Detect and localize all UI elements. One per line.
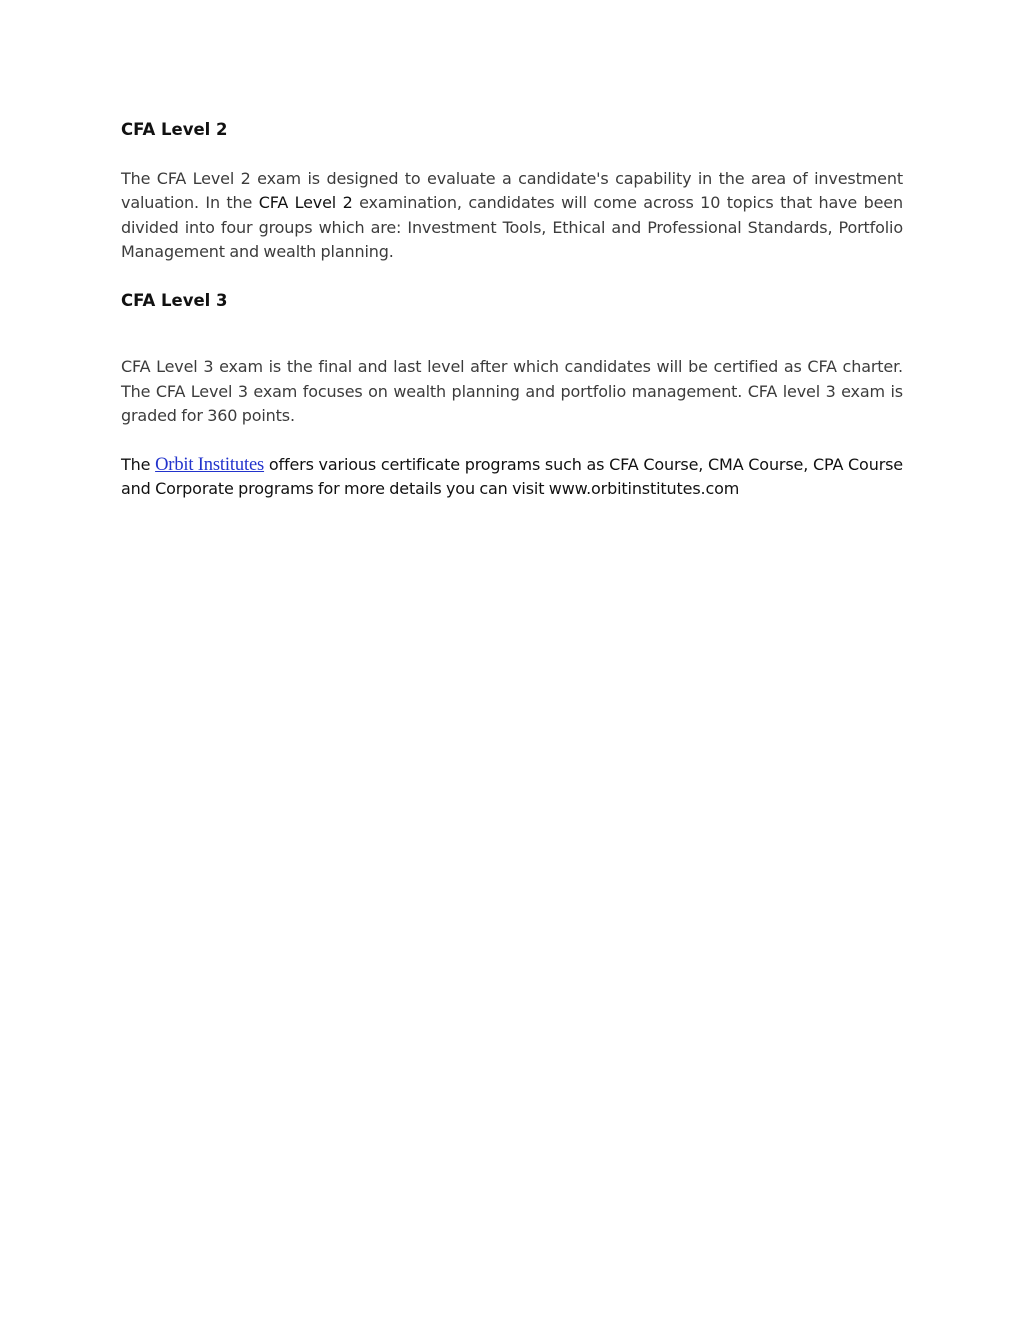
paragraph-level2-highlight: CFA Level 2	[258, 193, 353, 212]
paragraph-level2-text-2: examination, candidates will come across 10 topics that have been divided into four groups which are: Investment Tools, Ethical and Professional Standards, Portfolio Management and wealth planning.	[121, 193, 903, 261]
paragraph-closing	[121, 453, 903, 502]
closing-suffix: offers various certificate programs such as CFA Course, CMA Course, CPA Course and Corporate programs for more details you can visit www.orbitinstitutes.com	[121, 454, 903, 498]
paragraph-cfa-level-3: CFA Level 3 exam is the final and last level after which candidates will be certified as CFA charter. The CFA Level 3 exam focuses on wealth planning and portfolio management. CFA level 3 exam is graded for 360 points.	[121, 357, 903, 425]
closing-prefix: The	[121, 454, 156, 474]
heading-cfa-level-2: CFA Level 2	[121, 120, 228, 139]
heading-cfa-level-3: CFA Level 3	[121, 290, 228, 310]
orbit-institutes-link[interactable]: Orbit Institutes	[155, 454, 265, 475]
document-page	[121, 118, 903, 502]
paragraph-cfa-level-2	[121, 167, 903, 265]
paragraph-level2-text-1: The CFA Level 2 exam is designed to evaluate a candidate's capability in the area of investment valuation. In the	[121, 168, 903, 212]
